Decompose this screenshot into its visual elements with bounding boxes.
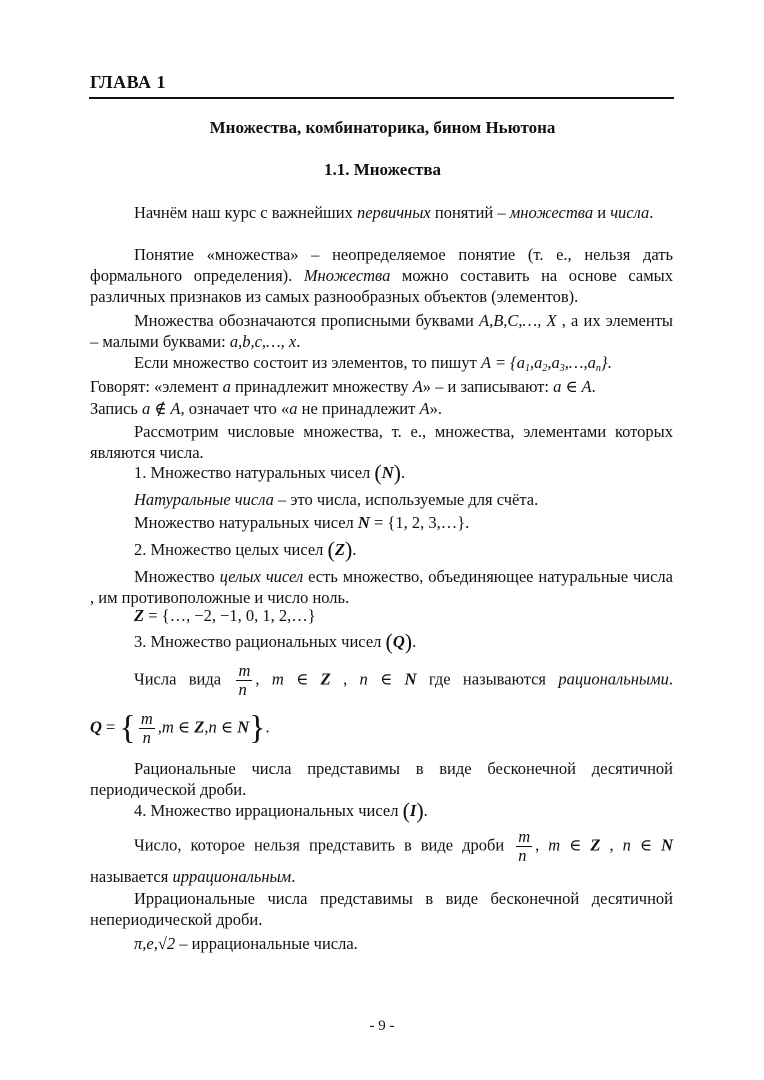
- paragraph-intro: Начнём наш курс с важнейших первичных понятий – множества и числа.: [134, 203, 654, 222]
- integers-definition: Множество целых чисел есть множество, объединяющее натуральные числа , им противоположные и число ноль.: [90, 567, 673, 607]
- irrational-numbers-definition: Число, которое нельзя представить в виде дроби $\frac{m}{n}$ , m ∈ Z , n ∈ N: [134, 827, 674, 865]
- membership-line: Говорят: «элемент a принадлежит множеству A» – и записывают: a ∈ A.: [90, 377, 596, 396]
- paragraph-numeric-sets: Рассмотрим числовые множества, т. е., множества, элементами которых являются числа.: [90, 422, 673, 462]
- irrational-examples: π,e,√2 – иррациональные числа.: [134, 934, 358, 953]
- rational-numbers-definition: Числа вида $\frac{m}{n}$ , m ∈ Z , n ∈ N где называются рациональными.: [134, 661, 674, 699]
- rational-numbers-set: Q = { $\frac{m}{n}$ ,m ∈ Z,n ∈ N}.: [90, 709, 270, 747]
- set-notation-line: Если множество состоит из элементов, то пишут $A = \{a_1,a_2,a_3,\dots,a_n\}$.: [134, 353, 612, 374]
- item-irrational-numbers: 4. Множество иррациональных чисел (I).: [134, 798, 428, 823]
- subsection-title: 1.1. Множества: [323, 160, 442, 179]
- paragraph-notation: Множества обозначаются прописными буквами A,B,C,…, X , а их элементы – малыми буквами: a,b,c,…, x.: [90, 311, 673, 351]
- non-membership-line: Запись a ∉ A, означает что «a не принадлежит A».: [90, 399, 442, 418]
- item-natural-numbers: 1. Множество натуральных чисел (N).: [134, 460, 406, 485]
- rational-decimal-statement: Рациональные числа представимы в виде бесконечной десятичной периодической дроби.: [90, 759, 673, 799]
- integers-set: Z = {…, −2, −1, 0, 1, 2,…}: [134, 606, 316, 625]
- item-integers: 2. Множество целых чисел (Z).: [134, 537, 357, 562]
- page-number: - 9 -: [369, 1018, 395, 1034]
- paragraph-undefined-concept: Понятие «множества» – неопределяемое понятие (т. е., нельзя дать формального определения). Множества можно составить на основе самых различных признаков из самых разнообразных объектов (элементов).: [90, 245, 673, 306]
- natural-numbers-set: Множество натуральных чисел N = {1, 2, 3,…}.: [134, 513, 470, 532]
- natural-numbers-definition: Натуральные числа – это числа, используемые для счёта.: [134, 490, 539, 509]
- irrational-called-line: называется иррациональным.: [90, 867, 296, 886]
- fraction-m-over-n: $\frac{m}{n}$: [518, 827, 531, 865]
- item-rational-numbers: 3. Множество рациональных чисел (Q).: [134, 629, 417, 654]
- fraction-m-over-n: $\frac{m}{n}$: [140, 709, 153, 747]
- header-rule: [89, 97, 674, 99]
- fraction-m-over-n: $\frac{m}{n}$: [238, 661, 251, 699]
- chapter-heading: ГЛАВА 1: [90, 72, 167, 92]
- section-title: Множества, комбинаторика, бином Ньютона: [209, 118, 556, 137]
- irrational-decimal-statement: Иррациональные числа представимы в виде бесконечной десятичной непериодической дроби.: [90, 889, 673, 929]
